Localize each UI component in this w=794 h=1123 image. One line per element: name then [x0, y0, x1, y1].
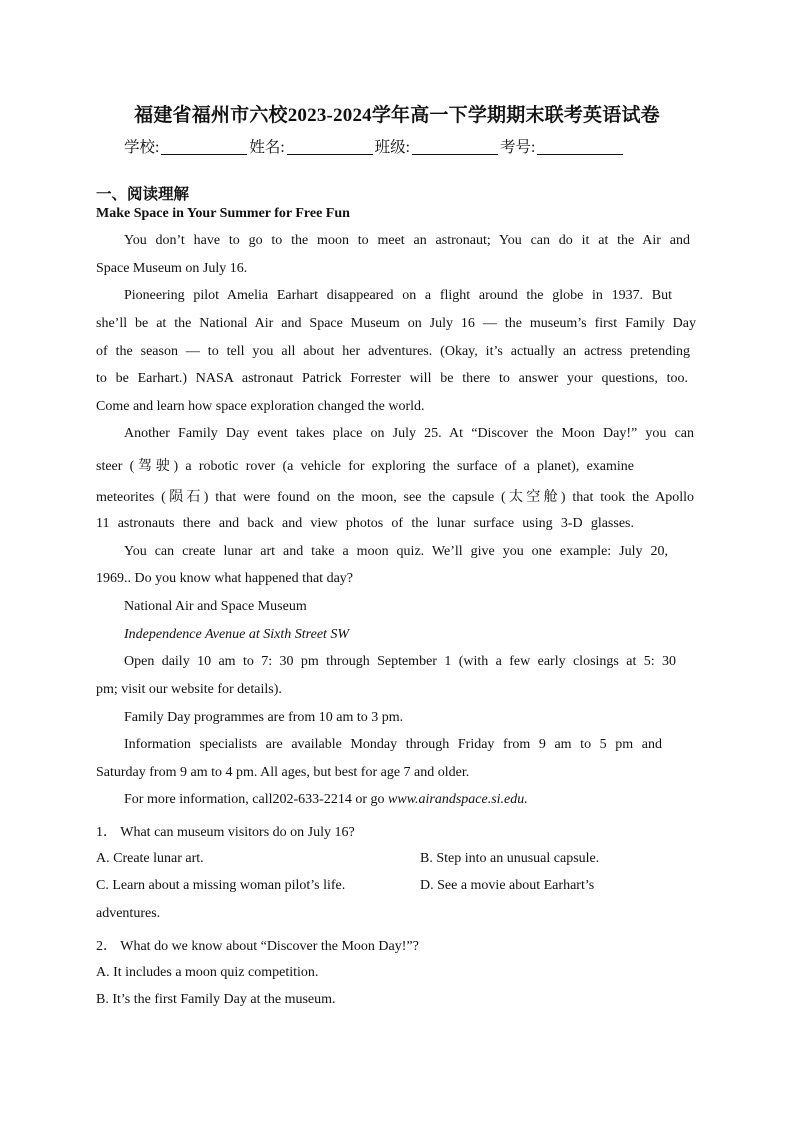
exam-number-blank[interactable]: [537, 138, 623, 155]
exam-title: 福建省福州市六校2023-2024学年高一下学期期末联考英语试卷: [134, 105, 660, 126]
passage-line: she’ll be at the National Air and Space Museum on July 16 — the museum’s first Family Day: [96, 316, 696, 331]
section-heading: 一、阅读理解: [96, 186, 190, 203]
museum-address: Independence Avenue at Sixth Street SW: [124, 627, 350, 642]
passage-line: steer (驾驶) a robotic rover (a vehicle for exploring the surface of a planet), examine: [96, 459, 634, 474]
exam-number-label: 考号:: [499, 139, 536, 156]
passage-line: You can create lunar art and take a moon quiz. We’ll give you one example: July 20,: [124, 544, 668, 559]
q1-option-b[interactable]: B. Step into an unusual capsule.: [420, 851, 600, 866]
q1-option-a[interactable]: A. Create lunar art.: [96, 851, 204, 866]
passage-line: Come and learn how space exploration changed the world.: [96, 399, 425, 414]
passage-line: pm; visit our website for details).: [96, 682, 282, 697]
contact-line: [124, 792, 528, 808]
q1-option-d-continued: adventures.: [96, 906, 161, 921]
name-label: 姓名:: [249, 139, 285, 156]
contact-text: For more information, call202-633-2214 or go: [124, 792, 389, 807]
q1-option-d[interactable]: D. See a movie about Earhart’s: [420, 878, 595, 893]
museum-name: National Air and Space Museum: [124, 599, 307, 614]
class-label: 班级:: [374, 139, 410, 156]
website-link[interactable]: www.airandspace.si.edu.: [388, 792, 528, 807]
passage-line: Open daily 10 am to 7: 30 pm through September 1 (with a few early closings at 5: 30: [124, 654, 676, 669]
passage-title: Make Space in Your Summer for Free Fun: [96, 206, 350, 221]
question-1-stem: 1． What can museum visitors do on July 16?: [96, 825, 355, 840]
passage-line: Information specialists are available Monday through Friday from 9 am to 5 pm and: [124, 737, 662, 752]
passage-line: of the season — to tell you all about her adventures. (Okay, it’s actually an actress pretending: [96, 344, 690, 359]
passage-line: Family Day programmes are from 10 am to 3 pm.: [124, 710, 404, 725]
passage-line: Pioneering pilot Amelia Earhart disappeared on a flight around the globe in 1937. But: [124, 288, 672, 303]
passage-line: You don’t have to go to the moon to meet an astronaut; You can do it at the Air and: [124, 233, 690, 248]
passage-line: Another Family Day event takes place on July 25. At “Discover the Moon Day!” you can: [124, 426, 694, 441]
passage-line: Saturday from 9 am to 4 pm. All ages, but best for age 7 and older.: [96, 765, 470, 780]
class-blank[interactable]: [412, 138, 498, 155]
q2-option-b[interactable]: B. It’s the first Family Day at the museum.: [96, 992, 336, 1007]
q1-option-c[interactable]: C. Learn about a missing woman pilot’s life.: [96, 878, 346, 893]
student-info-row: [124, 135, 625, 157]
passage-line: 11 astronauts there and back and view photos of the lunar surface using 3-D glasses.: [96, 516, 634, 531]
passage-line: to be Earhart.) NASA astronaut Patrick Forrester will be there to answer your questions, too.: [96, 371, 688, 386]
passage-line: meteorites (陨石) that were found on the moon, see the capsule (太空舱) that took the Apollo: [96, 490, 694, 505]
school-label: 学校:: [124, 139, 160, 156]
passage-line: 1969.. Do you know what happened that day?: [96, 571, 353, 586]
question-2-stem: 2． What do we know about “Discover the Moon Day!”?: [96, 939, 419, 954]
passage-line: Space Museum on July 16.: [96, 261, 248, 276]
name-blank[interactable]: [287, 138, 373, 155]
school-blank[interactable]: [161, 138, 247, 155]
q2-option-a[interactable]: A. It includes a moon quiz competition.: [96, 965, 319, 980]
